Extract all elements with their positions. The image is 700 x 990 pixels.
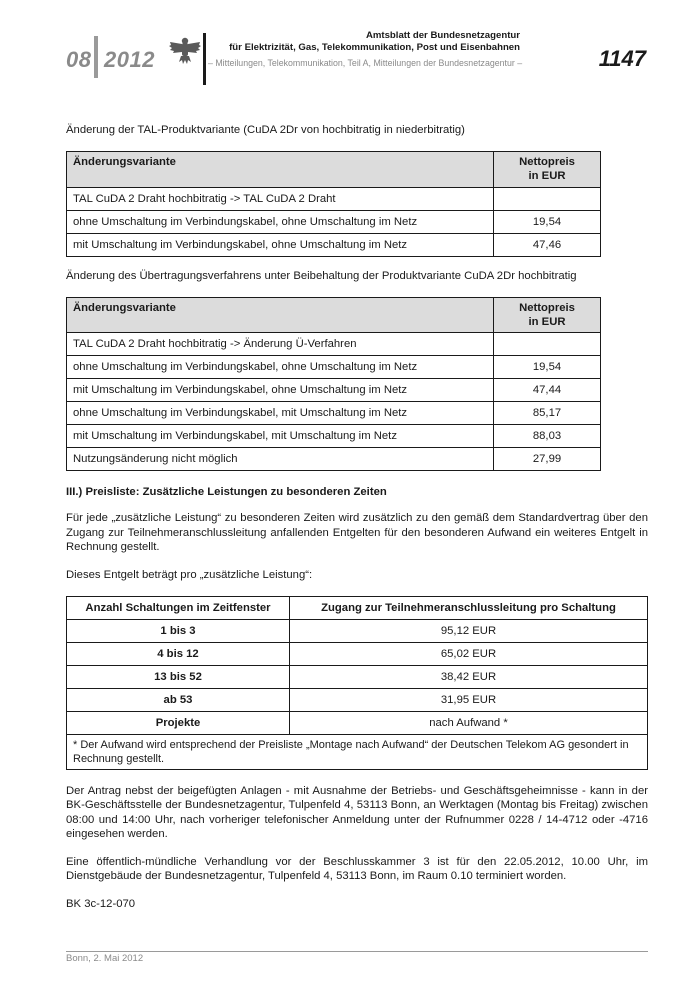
price-header-line2: in EUR [528, 170, 566, 183]
column-header-price [494, 297, 601, 332]
federal-eagle-icon [168, 34, 202, 68]
price-table-2 [66, 297, 601, 471]
price-cell: 27,99 [494, 448, 601, 471]
price-table-1 [66, 151, 601, 256]
column-header-variant: Änderungsvariante [67, 297, 494, 332]
column-header-variant: Änderungsvariante [67, 152, 494, 187]
price-cell: 85,17 [494, 402, 601, 425]
table-row [67, 643, 648, 666]
paragraph-hearing: Eine öffentlich-mündliche Verhandlung vor der Beschlusskammer 3 ist für den 22.05.2012, 10.00 Uhr, im Dienstgebäude der Bundesnetzagentur, Tulpenfeld 4, 53113 Bonn, im Raum 0.10 terminiert worden. [66, 856, 648, 883]
table-header-row [67, 152, 601, 187]
variant-cell: TAL CuDA 2 Draht hochbitratig -> TAL CuDA 2 Draht [67, 187, 494, 210]
column-header-price [494, 152, 601, 187]
variant-cell: ohne Umschaltung im Verbindungskabel, ohne Umschaltung im Netz [67, 356, 494, 379]
table-row [67, 333, 601, 356]
count-cell: Projekte [67, 712, 290, 735]
fee-cell: 31,95 EUR [290, 689, 648, 712]
count-cell: 13 bis 52 [67, 666, 290, 689]
price-header-line2: in EUR [528, 316, 566, 329]
issue-year: 2012 [104, 47, 155, 72]
variant-cell: mit Umschaltung im Verbindungskabel, ohne Umschaltung im Netz [67, 379, 494, 402]
variant-cell: mit Umschaltung im Verbindungskabel, mit Umschaltung im Netz [67, 425, 494, 448]
paragraph-inspection: Der Antrag nebst der beigefügten Anlagen - mit Ausnahme der Betriebs- und Geschäftsgeheimnisse - kann in der BK-Geschäftsstelle der Bundesnetzagentur, Tulpenfeld 4, 53113 Bonn, an Werktagen (Montag bis Freitag) zwischen 08:00 und 14:00 Uhr, nach vorheriger telefonischer Anmeldung unter der Rufnummer 0228 / 14-4712 oder -4716 eingesehen werden. [66, 785, 648, 840]
page-header [0, 0, 700, 90]
section3-heading: III.) Preisliste: Zusätzliche Leistungen zu besonderen Zeiten [66, 486, 387, 499]
price-header-line1: Nettopreis [519, 301, 575, 314]
price-cell: 19,54 [494, 210, 601, 233]
column-header-fee: Zugang zur Teilnehmeranschlussleitung pro Schaltung [290, 597, 648, 620]
fees-table [66, 596, 648, 770]
table-row [67, 233, 601, 256]
paragraph-fee-intro: Dieses Entgelt beträgt pro „zusätzliche Leistung“: [66, 569, 313, 582]
table-row [67, 689, 648, 712]
table-row [67, 666, 648, 689]
footer-divider [66, 951, 648, 952]
logo-divider [203, 33, 206, 85]
publication-subtitle: – Mitteilungen, Telekommunikation, Teil A, Mitteilungen der Bundesnetzagentur – [208, 58, 523, 68]
price-cell: 19,54 [494, 356, 601, 379]
variant-cell: ohne Umschaltung im Verbindungskabel, ohne Umschaltung im Netz [67, 210, 494, 233]
variant-cell: TAL CuDA 2 Draht hochbitratig -> Änderung Ü-Verfahren [67, 333, 494, 356]
issue-number: 08 [66, 47, 92, 72]
count-cell: 4 bis 12 [67, 643, 290, 666]
fee-cell: nach Aufwand * [290, 712, 648, 735]
table-footnote: * Der Aufwand wird entsprechend der Preisliste „Montage nach Aufwand“ der Deutschen Telekom AG gesondert in Rechnung gestellt. [67, 735, 648, 770]
table-row [67, 402, 601, 425]
table-row [67, 210, 601, 233]
fee-cell: 65,02 EUR [290, 643, 648, 666]
paragraph-surcharge: Für jede „zusätzliche Leistung“ zu besonderen Zeiten wird zusätzlich zu den gemäß dem Standardvertrag über den Zugang zur Teilnehmeranschlussleitung anfallenden Entgelten für den besonderen Aufwand ein weiteres Entgelt in Rechnung gestellt. [66, 512, 648, 553]
table-row [67, 620, 648, 643]
table-row [67, 712, 648, 735]
reference-number: BK 3c-12-070 [66, 898, 136, 911]
variant-cell: mit Umschaltung im Verbindungskabel, ohne Umschaltung im Netz [67, 233, 494, 256]
section2-intro: Änderung des Übertragungsverfahrens unter Beibehaltung der Produktvariante CuDA 2Dr hochbitratig [66, 269, 577, 282]
variant-cell: Nutzungsänderung nicht möglich [67, 448, 494, 471]
table-row [67, 425, 601, 448]
table-row [67, 187, 601, 210]
fee-cell: 95,12 EUR [290, 620, 648, 643]
publication-title [208, 30, 520, 53]
price-cell [494, 333, 601, 356]
price-cell: 47,44 [494, 379, 601, 402]
price-cell: 88,03 [494, 425, 601, 448]
table-row [67, 379, 601, 402]
table-row [67, 448, 601, 471]
price-cell: 47,46 [494, 233, 601, 256]
publication-title-line1: Amtsblatt der Bundesnetzagentur [365, 30, 520, 41]
issue-divider [94, 36, 98, 78]
footer-place-date: Bonn, 2. Mai 2012 [66, 953, 144, 964]
price-header-line1: Nettopreis [519, 156, 575, 169]
table-footnote-row [67, 735, 648, 770]
variant-cell: ohne Umschaltung im Verbindungskabel, mit Umschaltung im Netz [67, 402, 494, 425]
count-cell: ab 53 [67, 689, 290, 712]
table-header-row [67, 297, 601, 332]
table-header-row [67, 597, 648, 620]
page-number: 1147 [598, 46, 646, 71]
publication-title-line2: für Elektrizität, Gas, Telekommunikation, Post und Eisenbahnen [229, 41, 520, 53]
column-header-count: Anzahl Schaltungen im Zeitfenster [67, 597, 290, 620]
section1-intro: Änderung der TAL-Produktvariante (CuDA 2Dr von hochbitratig in niederbitratig) [66, 124, 465, 136]
fee-cell: 38,42 EUR [290, 666, 648, 689]
count-cell: 1 bis 3 [67, 620, 290, 643]
table-row [67, 356, 601, 379]
page-content [66, 120, 648, 926]
price-cell [494, 187, 601, 210]
